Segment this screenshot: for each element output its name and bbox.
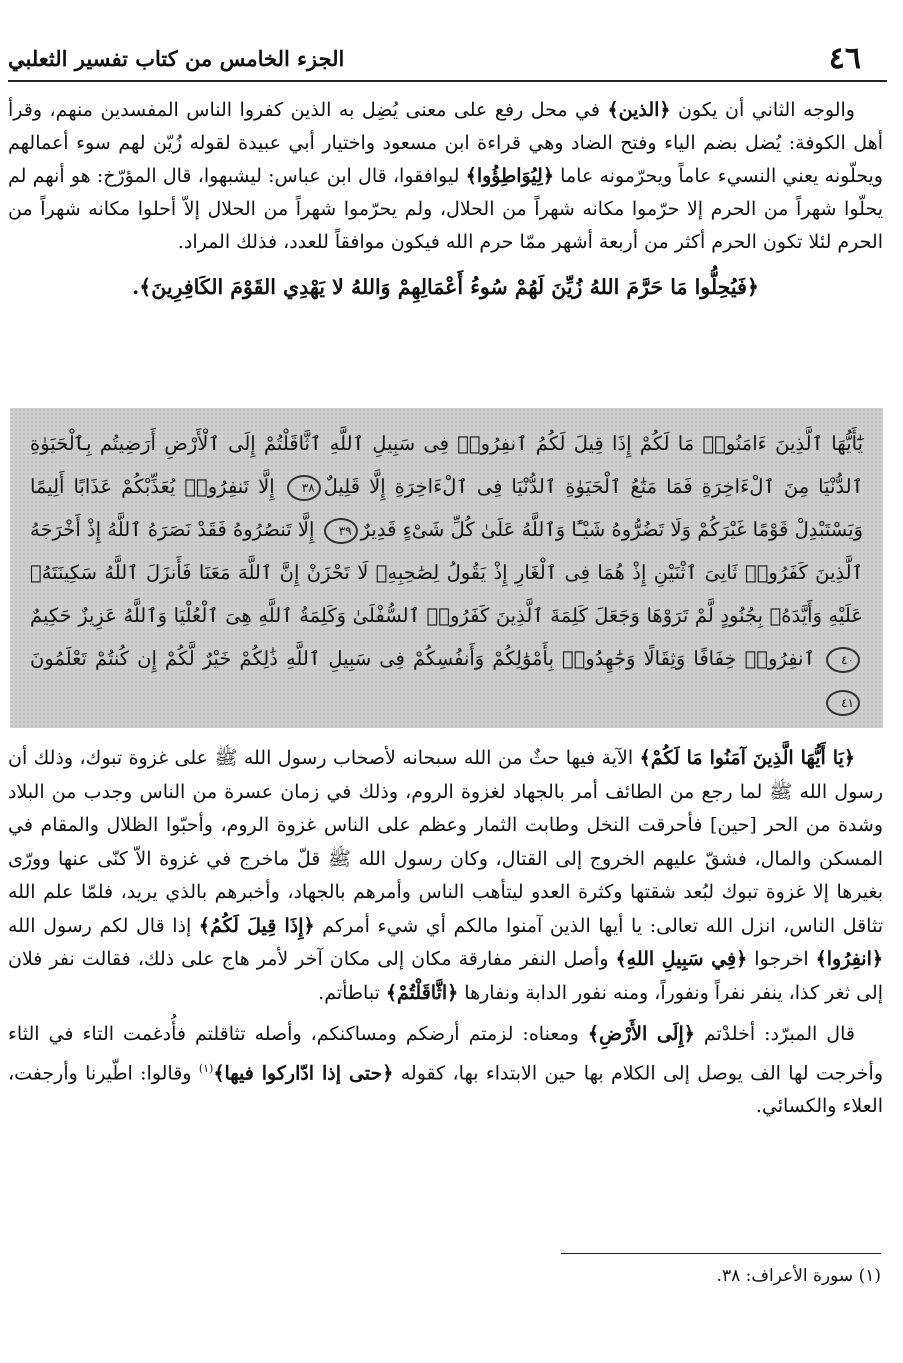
footnote-divider	[561, 1253, 881, 1254]
verse-number-40: ٤٠	[826, 647, 860, 673]
verse-number-41: ٤١	[826, 690, 860, 716]
verse-39: إِلَّا تَنفِرُوا۟ يُعَذِّبْكُمْ عَذَابًا أَلِيمًا وَيَسْتَبْدِلْ قَوْمًا غَيْرَكُمْ وَلَا تَضُرُّوهُ شَيْـًٔا وَٱللَّهُ عَلَىٰ كُلِّ شَىْءٍ قَدِيرٌ	[30, 475, 863, 541]
text-run: قال المبرّد: أخلدْتم	[694, 1023, 855, 1045]
page-number: ٤٦	[828, 40, 861, 76]
verse-40: إِلَّا تَنصُرُوهُ فَقَدْ نَصَرَهُ ٱللَّهُ إِذْ أَخْرَجَهُ ٱلَّذِينَ كَفَرُوا۟ ثَانِىَ ٱثْنَيْنِ إِذْ هُمَا فِى ٱلْغَارِ إِذْ يَقُولُ لِصَٰحِبِهِۦ لَا تَحْزَنْ إِنَّ ٱللَّهَ مَعَنَا فَأَنزَلَ ٱللَّهُ سَكِينَتَهُۥ عَلَيْهِ وَأَيَّدَهُۥ بِجُنُودٍ لَّمْ تَرَوْهَا وَجَعَلَ كَلِمَةَ ٱلَّذِينَ كَفَرُوا۟ ٱلسُّفْلَىٰ وَكَلِمَةُ ٱللَّهِ هِىَ ٱلْعُلْيَا وَٱللَّهُ عَزِيزٌ حَكِيمٌ	[30, 518, 863, 627]
text-run: وأصل النفر مفارقة مكان إلى مكان آخر لأمر هاج على ذلك، فقالت نفر فلان إلى ثغر كذا، ينفر نفراً ونفوراً، ومنه نفور الدابة ونفارها	[8, 948, 883, 1004]
commentary-section	[8, 742, 883, 1124]
quoted-word-alladhina: ﴿الذين﴾	[607, 99, 671, 121]
quoted-verse-hatta-idha: ﴿حتى إذا ادّاركوا فيها﴾	[213, 1061, 394, 1084]
verse-quote-line: ﴿فَيُحِلُّوا مَا حَرَّمَ اللهُ زُيِّنَ لَهُمْ سُوءُ أَعْمَالِهِمْ وَاللهُ لا يَهْدِي القَوْمَ الكَافِرِينَ﴾.	[132, 275, 759, 299]
text-run: ليوافقوا، قال ابن عباس: ليشبهوا، قال المؤرّخ: هو أنهم لم يحلّوا شهراً من الحرم إلا حرّموا مكانه شهراً من الحلال، ولم يحرّموا شهراً من الحلال إلاّ أحلوا مكانه شهراً من الحرم لئلا تكون الحرم أكثر من أربعة أشهر ممّا حرم الله فيكون موافقاً للعدد، فذلك المراد.	[8, 165, 883, 253]
quoted-word-liyuwatiu: ﴿لِيُوَاطِؤُوا﴾	[465, 165, 554, 187]
quoted-verse-ya-ayyuha: ﴿يَا أَيُّهَا الَّذِينَ آمَنُوا مَا لَكُمْ﴾	[639, 747, 855, 769]
verse-number-38: ٣٨	[287, 475, 321, 501]
intro-section	[8, 94, 883, 304]
text-run: تباطأتم.	[318, 981, 386, 1004]
text-run: إذا قال لكم رسول الله	[8, 914, 199, 937]
quran-verses-box	[10, 408, 883, 728]
paragraph-wajh-thani	[8, 94, 883, 259]
verse-38: يَٰٓأَيُّهَا ٱلَّذِينَ ءَامَنُوا۟ مَا لَكُمْ إِذَا قِيلَ لَكُمُ ٱنفِرُوا۟ فِى سَبِيلِ ٱللَّهِ ٱثَّاقَلْتُمْ إِلَى ٱلْأَرْضِ أَرَضِيتُم بِٱلْحَيَوٰةِ ٱلدُّنْيَا مِنَ ٱلْءَاخِرَةِ فَمَا مَتَٰعُ ٱلْحَيَوٰةِ ٱلدُّنْيَا فِى ٱلْءَاخِرَةِ إِلَّا قَلِيلٌ	[30, 432, 863, 498]
text-run: في محل رفع على معنى يُضِل به الذين كفروا الناس المفسدين منهم، وقرأ أهل الكوفة: يُضل بضم الياء وفتح الضاد وهي قراءة ابن مسعود واختيار أبي عبيدة لقوله زُيّن لهم سوء أعمالهم ويحلّونه يعني النسيء عاماً ويحرّمونه عاما	[8, 99, 883, 187]
text-run: الآية فيها حثٌ من الله سبحانه لأصحاب رسول الله ﷺ على غزوة تبوك، وذلك أن رسول الله ﷺ لما رجع من الطائف أمر بالجهاد لغزوة الروم، وذلك في زمان عسرة من الناس وجدب من البلاد وشدة من الحر [حين] فأحرقت النخل وطابت الثمار وعظم على الناس غزوة الروم، وأحبّوا الظلال والمقام في المسكن والمال، فشقّ عليهم الخروج إلى القتال، وكان رسول الله ﷺ قلّ ماخرج في غزوة الاّ كنّى عنها وورّى بغيرها إلا غزوة تبوك لبُعد شقتها وكثرة العدو ليتأهب الناس وأمرهم بالجهاد، وأخبرهم بالذي يريد، فلمّا علم الله تثاقل الناس، انزل الله تعالى: يا أيها الذين آمنوا مالكم أي شيء أمركم	[8, 747, 883, 937]
quoted-verse-idha-qila: ﴿إِذَا قِيلَ لَكُمُ﴾	[198, 914, 315, 937]
running-title: الجزء الخامس من كتاب تفسير الثعلبي	[8, 45, 345, 71]
footnote-marker: (١)	[198, 1061, 214, 1075]
text-run: والوجه الثاني أن يكون	[670, 99, 855, 121]
page-header	[8, 36, 887, 82]
quoted-word-infiru: ﴿انفِرُوا﴾	[815, 948, 884, 970]
paragraph-mubarrad	[8, 1018, 883, 1124]
quoted-word-ithaqaltum: ﴿اثَّاقَلْتُمْ﴾	[385, 981, 459, 1004]
text-run: اخرجوا	[747, 948, 816, 970]
verse-41: ٱنفِرُوا۟ خِفَافًا وَثِقَالًا وَجَٰهِدُوا۟ بِأَمْوَٰلِكُمْ وَأَنفُسِكُمْ فِى سَبِيلِ ٱللَّهِ ذَٰلِكُمْ خَيْرٌ لَّكُمْ إِن كُنتُمْ تَعْلَمُونَ	[30, 647, 815, 670]
footnote: (١) سورة الأعراف: ٣٨.	[716, 1266, 881, 1286]
text-run: وقالوا: اطّيرنا وأرجفت، العلاء والكسائي.	[8, 1061, 883, 1118]
verse-number-39: ٣٩	[324, 518, 358, 544]
paragraph-commentary	[8, 742, 883, 1010]
text-run: ومعناه: لزمتم أرضكم ومساكنكم، وأصله تثاقلتم فأُدغمت التاء في الثاء وأخرجت لها الف يوصل إلى الكلام بها حين الابتداء بها، كقوله	[8, 1023, 884, 1084]
quoted-verse-fi-sabil: ﴿فِي سَبِيلِ اللهِ﴾	[615, 948, 748, 970]
quoted-verse-ila-alard: ﴿إِلَى الأَرْضِ﴾	[587, 1023, 695, 1045]
